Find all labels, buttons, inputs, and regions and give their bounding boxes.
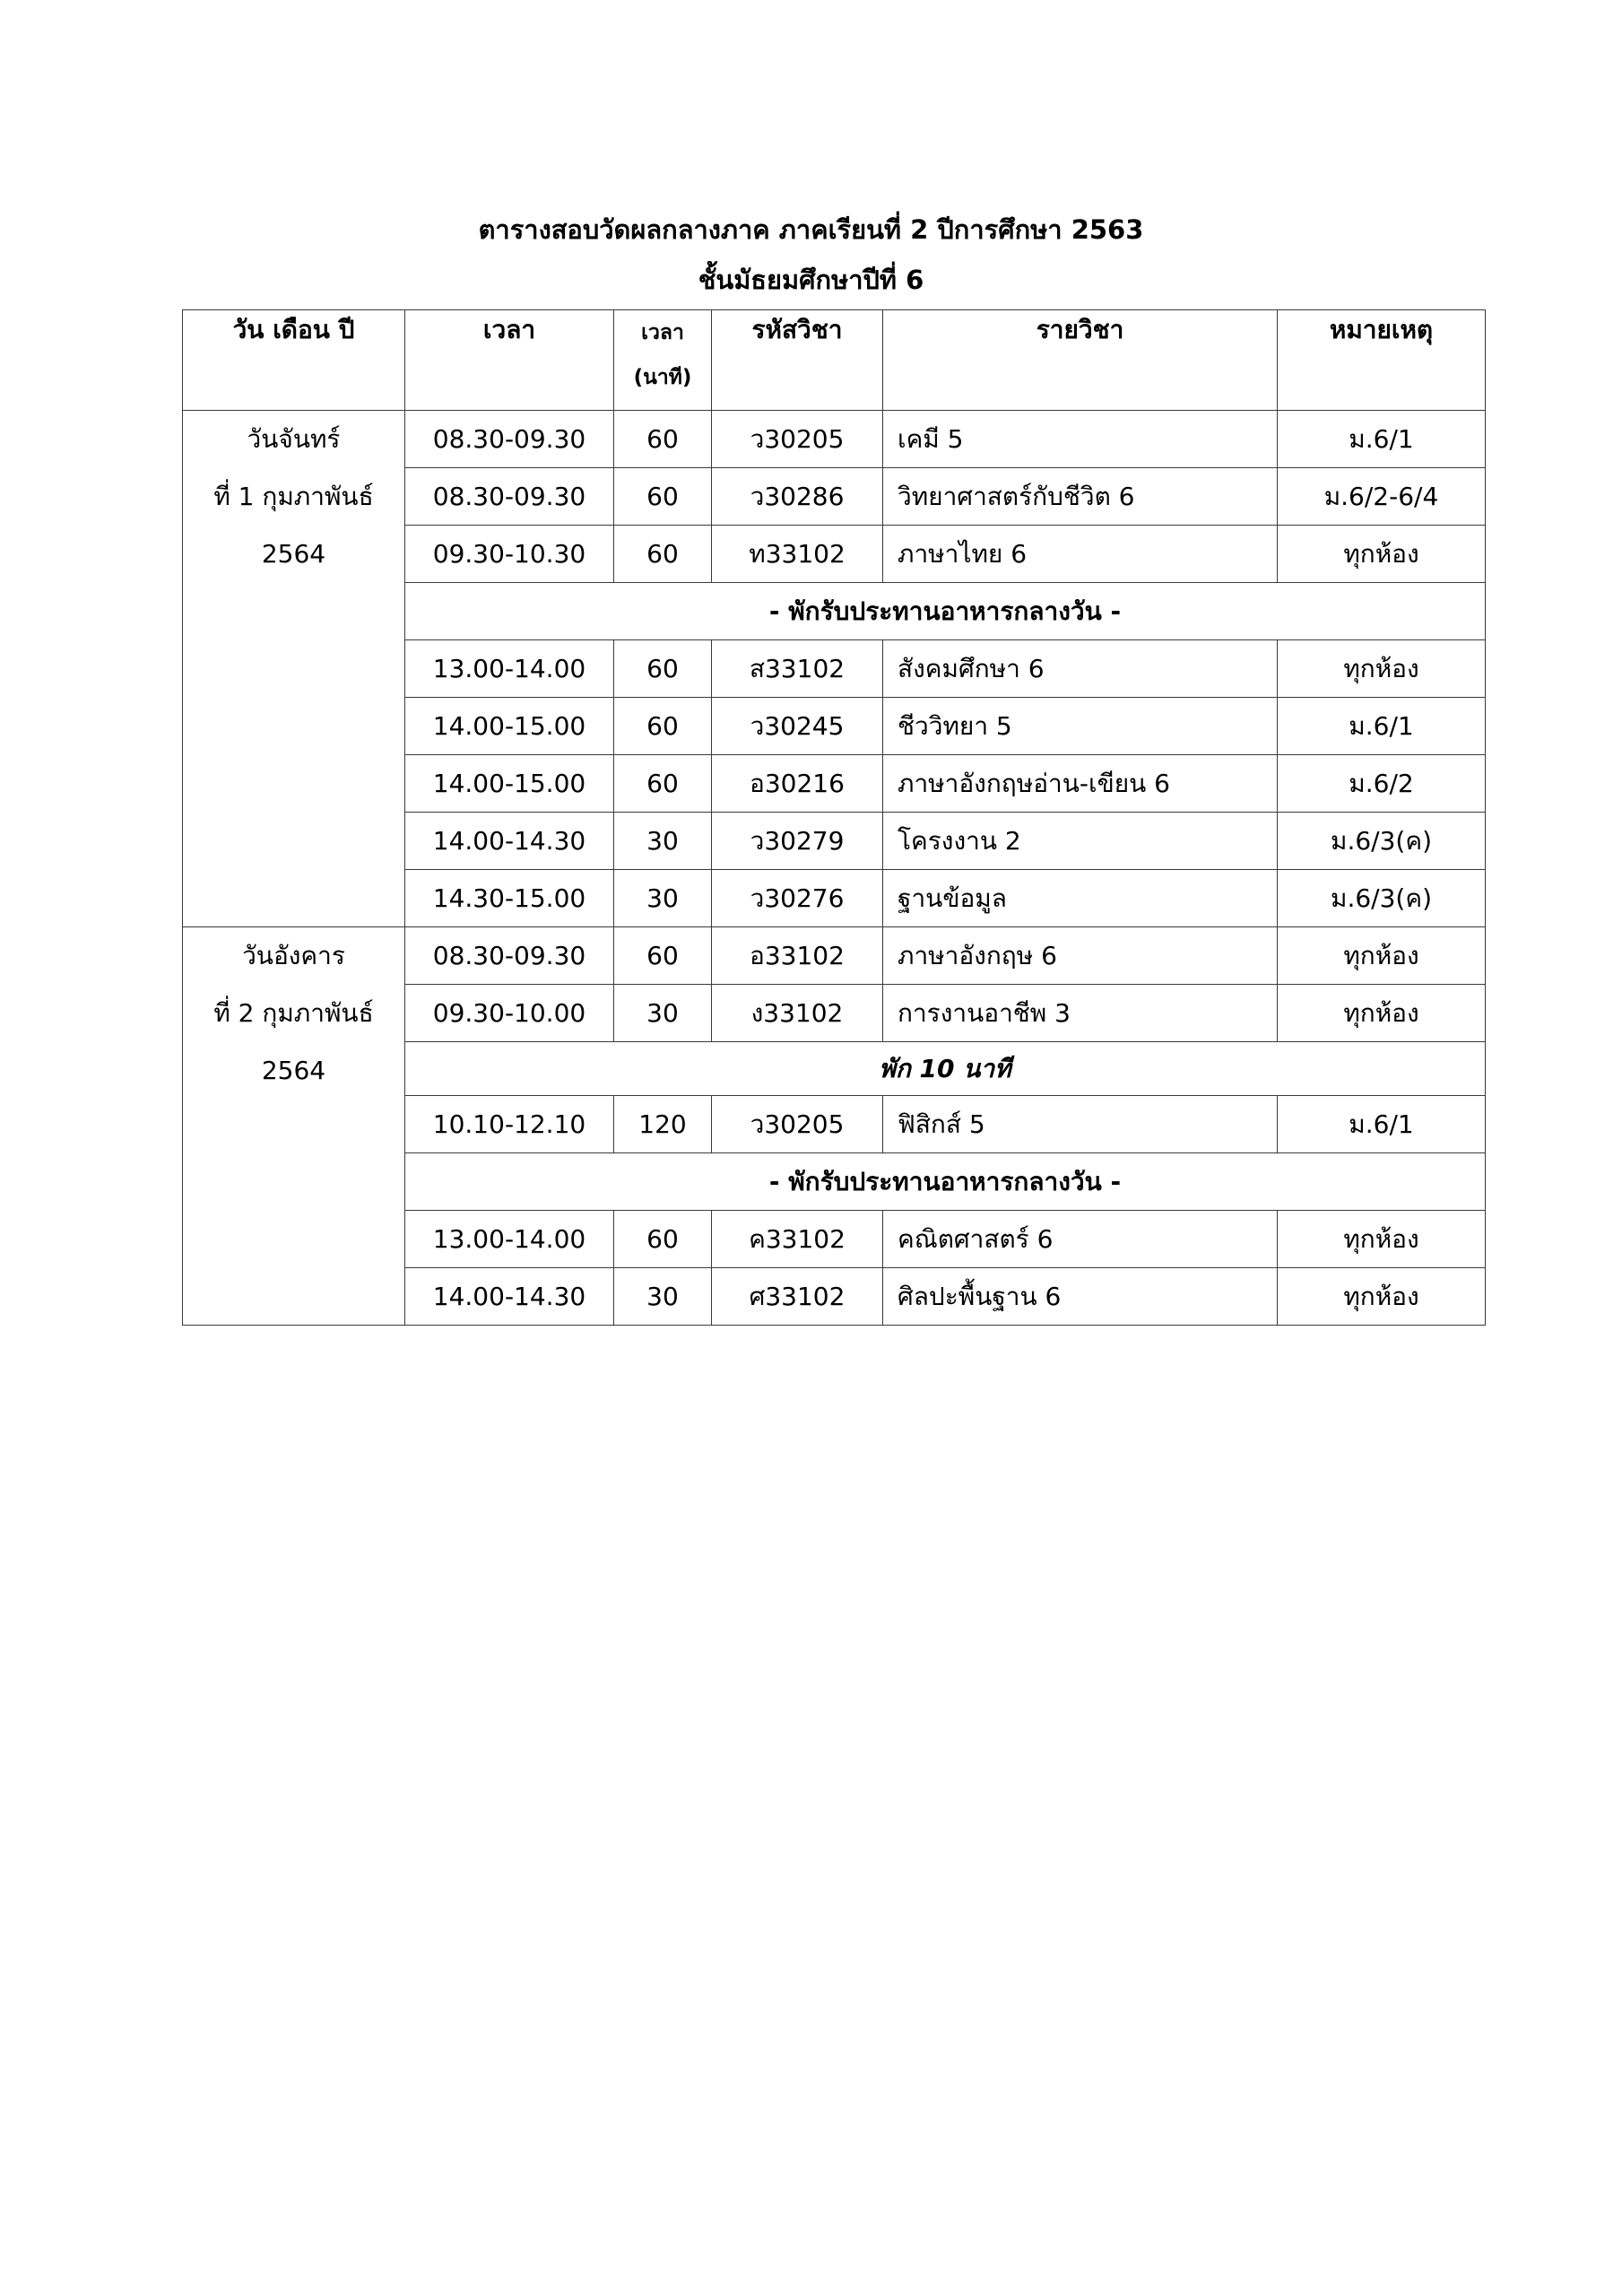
code-cell: ส33102 [712, 640, 883, 698]
title-block [0, 204, 1622, 305]
note-cell: ม.6/2 [1278, 755, 1486, 813]
time-cell: 14.00-15.00 [405, 698, 614, 755]
duration-cell: 30 [614, 1268, 712, 1326]
lunch-break-label: - พักรับประทานอาหารกลางวัน - [405, 1153, 1486, 1211]
day-cell-monday [183, 411, 405, 927]
day-year: 2564 [261, 1056, 326, 1085]
subject-cell: วิทยาศาสตร์กับชีวิต 6 [883, 468, 1278, 526]
note-cell: ม.6/2-6/4 [1278, 468, 1486, 526]
subject-cell: ภาษาไทย 6 [883, 526, 1278, 583]
subject-cell: ชีววิทยา 5 [883, 698, 1278, 755]
document-title: ตารางสอบวัดผลกลางภาค ภาคเรียนที่ 2 ปีการศึกษา 2563 [478, 214, 1144, 245]
subject-cell: ภาษาอังกฤษ 6 [883, 927, 1278, 985]
day-year: 2564 [261, 539, 326, 569]
note-cell: ทุกห้อง [1278, 526, 1486, 583]
subject-cell: ศิลปะพื้นฐาน 6 [883, 1268, 1278, 1326]
subject-cell: เคมี 5 [883, 411, 1278, 468]
header-duration [614, 310, 712, 411]
duration-cell: 60 [614, 468, 712, 526]
header-duration-line2: (นาที) [633, 366, 692, 389]
duration-cell: 120 [614, 1096, 712, 1153]
header-note: หมายเหตุ [1278, 310, 1486, 411]
table-row [183, 927, 1486, 985]
subject-cell: ฟิสิกส์ 5 [883, 1096, 1278, 1153]
note-cell: ทุกห้อง [1278, 927, 1486, 985]
duration-cell: 60 [614, 411, 712, 468]
day-name: วันจันทร์ [247, 424, 341, 454]
header-code: รหัสวิชา [712, 310, 883, 411]
duration-cell: 60 [614, 698, 712, 755]
note-cell: ทุกห้อง [1278, 1211, 1486, 1268]
document-subtitle: ชั้นมัธยมศึกษาปีที่ 6 [698, 265, 924, 295]
code-cell: อ33102 [712, 927, 883, 985]
duration-cell: 60 [614, 755, 712, 813]
duration-cell: 60 [614, 526, 712, 583]
time-cell: 14.00-15.00 [405, 755, 614, 813]
code-cell: ว30286 [712, 468, 883, 526]
subject-cell: คณิตศาสตร์ 6 [883, 1211, 1278, 1268]
exam-schedule-table [182, 309, 1486, 1326]
duration-cell: 30 [614, 870, 712, 927]
short-break-label: พัก 10 นาที [405, 1042, 1486, 1096]
time-cell: 13.00-14.00 [405, 1211, 614, 1268]
subject-cell: โครงงาน 2 [883, 813, 1278, 870]
time-cell: 14.00-14.30 [405, 813, 614, 870]
note-cell: ม.6/1 [1278, 698, 1486, 755]
header-duration-line1: เวลา [641, 321, 684, 344]
duration-cell: 30 [614, 985, 712, 1042]
subject-cell: สังคมศึกษา 6 [883, 640, 1278, 698]
note-cell: ทุกห้อง [1278, 1268, 1486, 1326]
day-name: วันอังคาร [242, 941, 345, 970]
time-cell: 09.30-10.00 [405, 985, 614, 1042]
time-cell: 08.30-09.30 [405, 468, 614, 526]
day-date: ที่ 2 กุมภาพันธ์ [213, 998, 374, 1028]
header-date: วัน เดือน ปี [183, 310, 405, 411]
note-cell: ม.6/3(ค) [1278, 870, 1486, 927]
code-cell: ว30205 [712, 411, 883, 468]
note-cell: ม.6/3(ค) [1278, 813, 1486, 870]
code-cell: ค33102 [712, 1211, 883, 1268]
code-cell: ง33102 [712, 985, 883, 1042]
code-cell: ว30205 [712, 1096, 883, 1153]
time-cell: 08.30-09.30 [405, 927, 614, 985]
code-cell: ศ33102 [712, 1268, 883, 1326]
subject-cell: ภาษาอังกฤษอ่าน-เขียน 6 [883, 755, 1278, 813]
code-cell: ท33102 [712, 526, 883, 583]
duration-cell: 60 [614, 1211, 712, 1268]
note-cell: ทุกห้อง [1278, 640, 1486, 698]
code-cell: ว30276 [712, 870, 883, 927]
duration-cell: 60 [614, 927, 712, 985]
time-cell: 14.00-14.30 [405, 1268, 614, 1326]
table-header-row [183, 310, 1486, 411]
time-cell: 14.30-15.00 [405, 870, 614, 927]
lunch-break-label: - พักรับประทานอาหารกลางวัน - [405, 583, 1486, 640]
note-cell: ม.6/1 [1278, 411, 1486, 468]
note-cell: ม.6/1 [1278, 1096, 1486, 1153]
subject-cell: การงานอาชีพ 3 [883, 985, 1278, 1042]
code-cell: อ30216 [712, 755, 883, 813]
time-cell: 09.30-10.30 [405, 526, 614, 583]
time-cell: 13.00-14.00 [405, 640, 614, 698]
time-cell: 08.30-09.30 [405, 411, 614, 468]
day-cell-tuesday [183, 927, 405, 1326]
time-cell: 10.10-12.10 [405, 1096, 614, 1153]
subject-cell: ฐานข้อมูล [883, 870, 1278, 927]
day-date: ที่ 1 กุมภาพันธ์ [213, 482, 374, 511]
code-cell: ว30245 [712, 698, 883, 755]
code-cell: ว30279 [712, 813, 883, 870]
note-cell: ทุกห้อง [1278, 985, 1486, 1042]
duration-cell: 60 [614, 640, 712, 698]
table-row [183, 411, 1486, 468]
header-time: เวลา [405, 310, 614, 411]
header-subject: รายวิชา [883, 310, 1278, 411]
duration-cell: 30 [614, 813, 712, 870]
